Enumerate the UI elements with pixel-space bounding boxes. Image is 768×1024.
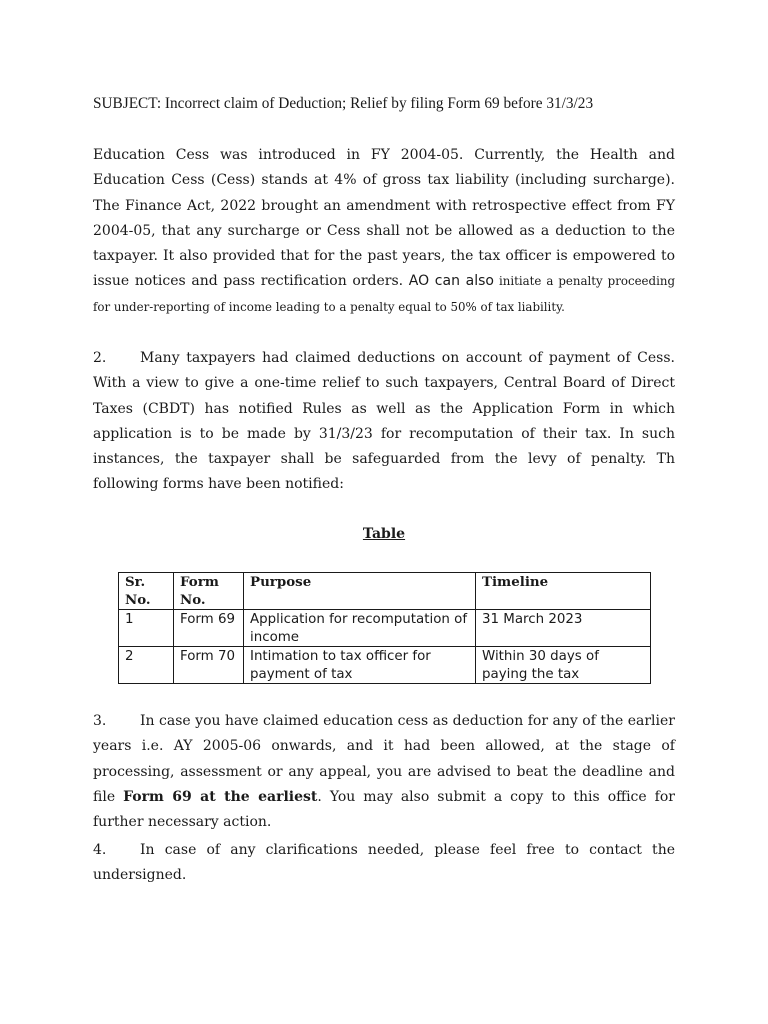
header-purpose: Purpose bbox=[244, 573, 476, 610]
cell-form-no: Form 69 bbox=[174, 610, 244, 647]
paragraph-2 bbox=[93, 346, 675, 498]
paragraph-3-number: 3. bbox=[93, 713, 107, 729]
paragraph-1-text-a: Education Cess was introduced in FY 2004-05. Currently, the Health and Education Cess (Cess) stands at 4% of gross tax liability (including surcharge). The Finance Act, 2022 brought an amendment with retrospective effect from FY 2004-05, that any surcharge or Cess shall not be allowed as a deduction to the taxpayer. It also provided that for the past years, the tax officer is empowered to issue notices and pass rectification orders. bbox=[93, 147, 675, 290]
cell-timeline: 31 March 2023 bbox=[476, 610, 651, 647]
table-row bbox=[119, 610, 651, 647]
table-row bbox=[119, 647, 651, 684]
paragraph-3-text-b: . You may also submit a copy to this office for further necessary action. bbox=[93, 788, 675, 831]
paragraph-4-text: In case of any clarifications needed, please feel free to contact the undersigned. bbox=[93, 842, 675, 884]
paragraph-2-number: 2. bbox=[93, 350, 107, 366]
paragraph-1-text-c: initiate a penalty proceeding for under-reporting of income leading to a penalty equal to 50% of tax liability. bbox=[93, 274, 676, 314]
paragraph-4 bbox=[93, 838, 675, 889]
header-timeline: Timeline bbox=[476, 573, 651, 610]
paragraph-3-bold: Form 69 at the earliest bbox=[123, 788, 318, 805]
paragraph-3 bbox=[93, 709, 675, 835]
paragraph-2-text: Many taxpayers had claimed deductions on account of payment of Cess. With a view to give a one-time relief to such taxpayers, Central Board of Direct Taxes (CBDT) has notified Rules as well as the Application Form in which application is to be made by 31/3/23 for recomputation of their tax. In such instances, the taxpayer shall be safeguarded from the levy of penalty. Th following forms have been notified: bbox=[93, 350, 675, 493]
table-header-row bbox=[119, 573, 651, 610]
cell-purpose: Application for recomputation of income bbox=[244, 610, 476, 647]
header-sr-no: Sr. No. bbox=[119, 573, 174, 610]
cell-sr-no: 1 bbox=[119, 610, 174, 647]
paragraph-1-text-b: AO can also bbox=[408, 273, 494, 290]
paragraph-3-text-a: In case you have claimed education cess as deduction for any of the earlier years i.e. AY 2005-06 onwards, and it had been allowed, at the stage of processing, assessment or any appeal, you are advised to beat the deadline and file bbox=[93, 713, 675, 805]
paragraph-4-number: 4. bbox=[93, 842, 107, 858]
cell-sr-no: 2 bbox=[119, 647, 174, 684]
header-form-no: Form No. bbox=[174, 573, 244, 610]
cell-form-no: Form 70 bbox=[174, 647, 244, 684]
cell-purpose: Intimation to tax officer for payment of tax bbox=[244, 647, 476, 684]
forms-table bbox=[118, 572, 651, 684]
subject-line: SUBJECT: Incorrect claim of Deduction; Relief by filing Form 69 before 31/3/23 bbox=[93, 95, 594, 112]
cell-timeline: Within 30 days of paying the tax bbox=[476, 647, 651, 684]
table-title: Table bbox=[362, 526, 406, 542]
paragraph-1 bbox=[93, 143, 675, 320]
